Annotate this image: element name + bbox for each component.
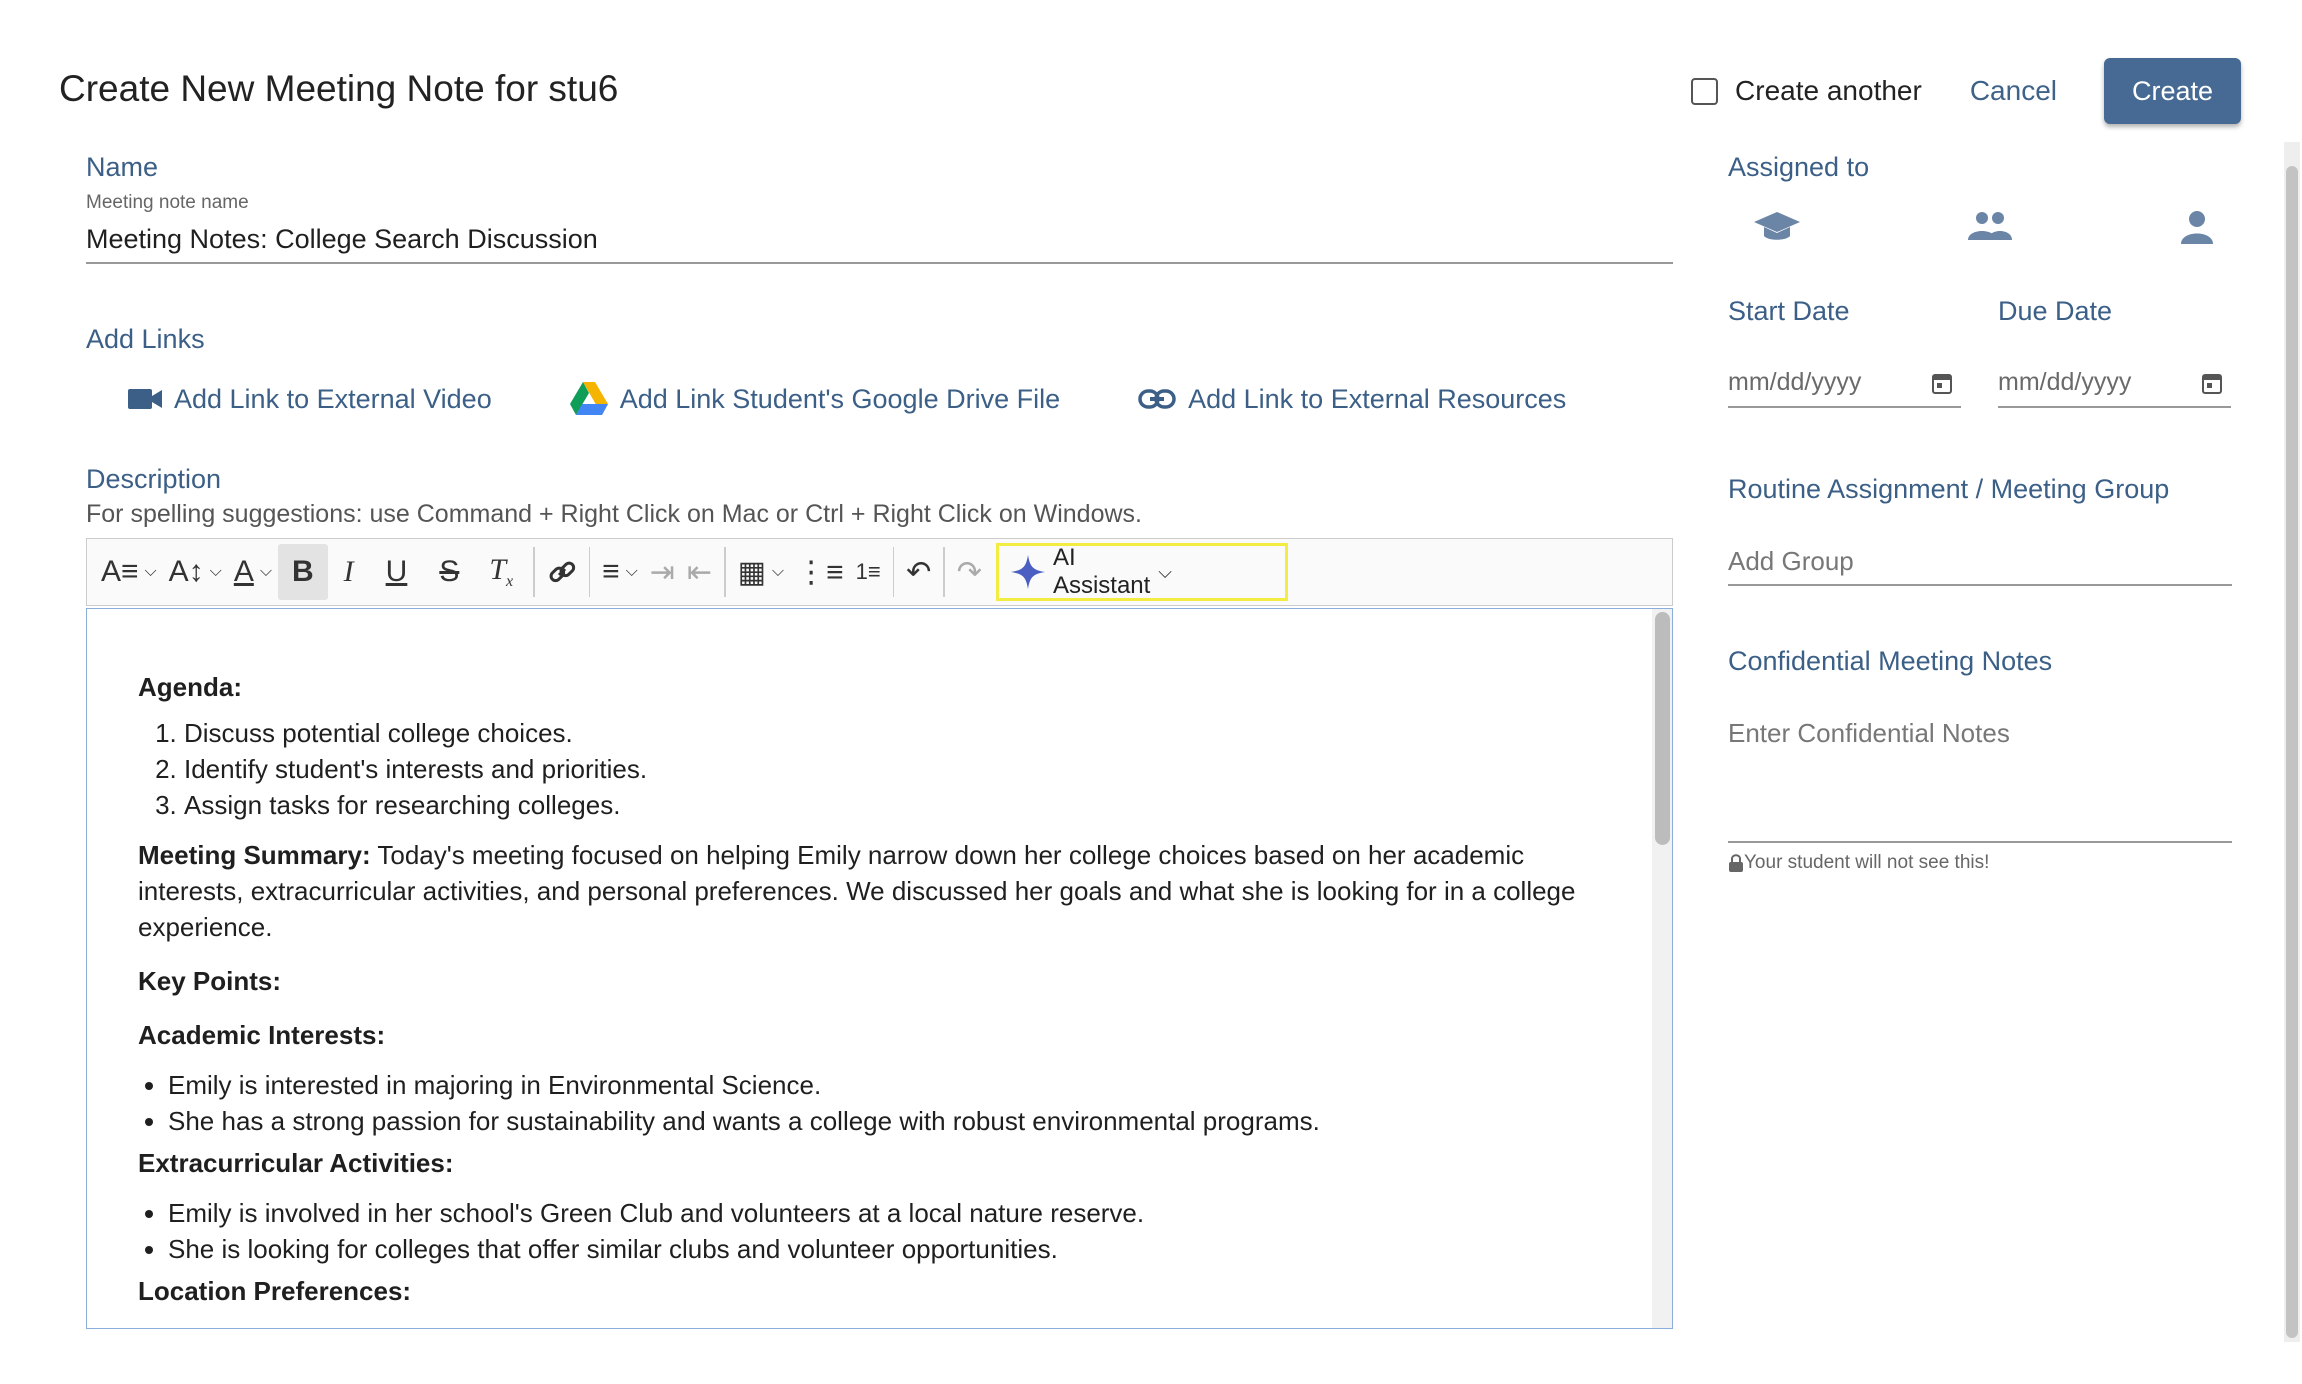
calendar-icon[interactable] [1932, 372, 1952, 394]
summary-heading: Meeting Summary: [138, 840, 371, 870]
calendar-icon[interactable] [2202, 372, 2222, 394]
table-icon: ▦ [737, 555, 766, 589]
redo-icon: ↷ [956, 555, 982, 589]
cancel-button[interactable]: Cancel [1969, 75, 2057, 106]
heading-style-icon: A≡ [101, 555, 139, 588]
chevron-down-icon: ⌵ [144, 563, 157, 580]
group-icon[interactable] [1968, 210, 2012, 240]
toolbar-divider [589, 547, 591, 597]
agenda-list [184, 715, 1588, 823]
add-group-underline [1728, 584, 2232, 586]
add-group-input[interactable]: Add Group [1728, 546, 1854, 576]
add-external-video-link[interactable] [128, 384, 492, 415]
bold-button[interactable] [278, 544, 328, 600]
font-color-button[interactable] [228, 544, 278, 600]
insert-table-button[interactable] [732, 544, 791, 600]
list-item: • She has a strong passion for sustainability and wants a college with robust environmental programs. [168, 1103, 1588, 1139]
add-google-drive-link[interactable] [570, 382, 1060, 416]
bullet-list-button[interactable] [790, 544, 850, 600]
description-editor[interactable] [86, 608, 1673, 1329]
outdent-button[interactable] [681, 544, 718, 600]
heading-style-button[interactable] [95, 544, 163, 600]
underline-icon: U [385, 555, 408, 588]
chevron-down-icon: ⌵ [625, 563, 638, 580]
start-date-label: Start Date [1728, 296, 1850, 326]
name-label: Name [86, 152, 159, 182]
toolbar-divider [724, 547, 726, 597]
editor-toolbar [86, 538, 1673, 606]
person-icon[interactable] [2180, 210, 2214, 244]
start-date-input[interactable]: mm/dd/yyyy [1728, 368, 1862, 396]
numbered-list-button[interactable] [850, 544, 887, 600]
create-another-label: Create another [1735, 75, 1922, 106]
location-heading: Location Preferences: [138, 1276, 412, 1306]
due-date-label: Due Date [1998, 296, 2113, 326]
ai-assistant-dropdown[interactable] [996, 543, 1288, 601]
font-size-button[interactable] [163, 544, 228, 600]
chevron-down-icon: ⌵ [259, 563, 272, 580]
name-field-label: Meeting note name [86, 192, 249, 213]
list-item: 2. Identify student's interests and priorities. [184, 751, 1588, 787]
chevron-down-icon: ⌵ [771, 563, 785, 580]
chevron-down-icon: ⌵ [209, 563, 222, 580]
create-another-checkbox[interactable] [1691, 78, 1718, 105]
header-actions [1691, 58, 2241, 124]
description-label: Description [86, 464, 222, 494]
name-input-underline [86, 262, 1673, 264]
align-left-icon: ≡ [602, 555, 620, 588]
indent-icon: ⇥ [649, 555, 675, 589]
add-external-resources-label: Add Link to External Resources [1188, 383, 1567, 414]
numbered-list-icon: 1≡ [855, 559, 881, 584]
link-icon [547, 557, 577, 587]
insert-link-button[interactable] [541, 544, 583, 600]
confidential-notes-input[interactable]: Enter Confidential Notes [1728, 718, 2010, 748]
link-icon [1138, 387, 1176, 411]
chevron-down-icon: ⌵ [1158, 561, 1172, 582]
academic-heading: Academic Interests: [138, 1020, 386, 1050]
create-another-toggle[interactable] [1691, 75, 1922, 107]
spelling-hint: For spelling suggestions: use Command + Right Click on Mac or Ctrl + Right Click on Windows. [86, 500, 1142, 528]
agenda-heading: Agenda: [138, 672, 242, 702]
due-date-input[interactable]: mm/dd/yyyy [1998, 368, 2132, 396]
list-item: • Emily is interested in majoring in Environmental Science. [168, 1067, 1588, 1103]
key-points-heading: Key Points: [138, 966, 282, 996]
italic-button[interactable] [328, 544, 370, 600]
add-google-drive-label: Add Link Student's Google Drive File [619, 383, 1061, 414]
font-size-icon: A↕ [168, 555, 204, 588]
toolbar-divider [943, 547, 945, 597]
outdent-icon: ⇤ [686, 555, 713, 589]
add-external-video-label: Add Link to External Video [174, 383, 492, 414]
clear-format-icon: $T_x$ [489, 553, 514, 590]
extracurricular-list [168, 1195, 1588, 1267]
confidential-notes-underline [1728, 841, 2232, 843]
font-color-icon: A [233, 555, 254, 588]
toolbar-divider [893, 547, 895, 597]
meeting-summary [138, 837, 1588, 945]
strikethrough-icon: S [439, 555, 460, 588]
assign-options [1754, 210, 2214, 244]
clear-format-button[interactable] [475, 544, 527, 600]
google-drive-icon [570, 382, 608, 416]
start-date-underline [1728, 406, 1961, 408]
confidential-notes-label: Confidential Meeting Notes [1728, 646, 2053, 676]
bold-icon: B [291, 555, 314, 588]
lock-icon [1728, 854, 1744, 872]
sparkle-icon [1011, 555, 1045, 589]
links-row [128, 382, 1644, 416]
add-links-label: Add Links [86, 324, 205, 354]
add-external-resources-link[interactable] [1138, 384, 1566, 415]
undo-button[interactable] [900, 544, 937, 600]
indent-button[interactable] [644, 544, 681, 600]
editor-scrollbar-thumb[interactable] [1655, 612, 1670, 845]
list-item: 1. Discuss potential college choices. [184, 715, 1588, 751]
page-title: Create New Meeting Note for stu6 [59, 68, 619, 109]
create-button[interactable]: Create [2104, 58, 2241, 124]
page-scrollbar-thumb[interactable] [2286, 166, 2298, 1338]
summary-text: Today's meeting focused on helping Emily narrow down her college choices based on her academic interests, extracurricular activities, and personal preferences. We discussed her goals and what she is looking for in a college experience. [138, 840, 1576, 942]
list-item: • Emily is involved in her school's Green Club and volunteers at a local nature reserve. [168, 1195, 1588, 1231]
toolbar-divider [533, 547, 535, 597]
italic-icon: I [343, 555, 354, 588]
routine-assignment-label: Routine Assignment / Meeting Group [1728, 474, 2170, 504]
strikethrough-button[interactable] [423, 544, 475, 600]
video-camera-icon [128, 387, 162, 411]
bullet-list-icon: ⋮≡ [796, 555, 844, 589]
editor-content [138, 669, 1588, 1309]
undo-icon: ↶ [906, 555, 932, 589]
graduation-cap-icon[interactable] [1754, 210, 1800, 244]
name-input[interactable]: Meeting Notes: College Search Discussion [86, 224, 598, 254]
academic-list [168, 1067, 1588, 1139]
redo-button[interactable] [951, 544, 988, 600]
due-date-underline [1998, 406, 2231, 408]
assigned-to-label: Assigned to [1728, 152, 1870, 182]
underline-button[interactable] [370, 544, 424, 600]
confidential-note-text: Your student will not see this! [1744, 852, 1990, 873]
list-item: 3. Assign tasks for researching colleges. [184, 787, 1588, 823]
align-button[interactable] [596, 544, 644, 600]
ai-assistant-label: AI Assistant [1052, 544, 1151, 599]
extracurricular-heading: Extracurricular Activities: [138, 1148, 454, 1178]
confidential-note [1728, 852, 1989, 874]
list-item: • She is looking for colleges that offer similar clubs and volunteer opportunities. [168, 1231, 1588, 1267]
